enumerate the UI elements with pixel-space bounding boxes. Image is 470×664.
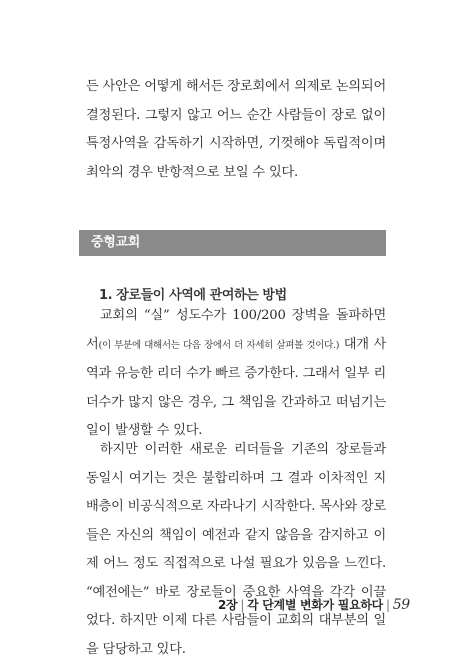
body-paragraph-2-text-a: 교회의 “실” 성도수가 100/200 장벽을 돌파하면서	[86, 308, 386, 352]
section-title: 중형교회	[91, 235, 141, 250]
page-footer	[218, 596, 410, 613]
footer-separator: |	[240, 598, 245, 612]
subsection-heading: 1. 장로들이 사역에 관여하는 방법	[99, 288, 287, 303]
body-paragraph-2-text-b: 대개 사역과 유능한 리더 수가 빠르 증가한다. 그래서 일부 리더수가 많지 않은 경우, 그 책임을 간과하고 떠넘기는 일이 발생할 수 있다.	[86, 336, 387, 438]
body-paragraph-2	[86, 302, 386, 446]
body-paragraph-3: 하지만 이러한 새로운 리더들을 기존의 장로들과 동일시 여기는 것은 불합리하며 그 결과 이차적인 지배층이 비공식적으로 자라나기 시작한다. 목사와 장로들은 자신의 책임이 예전과 같지 않음을 감지하고 이제 어느 정도 직접적으로 나설 필요가 있음을 느낀다. “예전에는” 바로 장로들이 중요한 사역을 각각 이끌었다. 하지만 이제 다른 사람들이 교회의 대부분의 일을 담당하고 있다.	[86, 442, 386, 657]
body-paragraph-1: 든 사안은 어떻게 해서든 장로회에서 의제로 논의되어 결정된다. 그렇지 않고 어느 순간 사람들이 장로 없이 특정사역을 감독하기 시작하면, 기껏해야 독립적이며 최악의 경우 반항적으로 보일 수 있다.	[86, 79, 386, 180]
footer-chapter-title: 각 단계별 변화가 필요하다	[247, 598, 383, 612]
footer-chapter: 2장	[218, 598, 238, 612]
footer-separator-2: |	[385, 598, 390, 612]
body-paragraph-2-note: (이 부분에 대해서는 다음 장에서 더 자세히 살펴볼 것이다.)	[98, 339, 340, 351]
page-number: 59	[392, 597, 410, 613]
